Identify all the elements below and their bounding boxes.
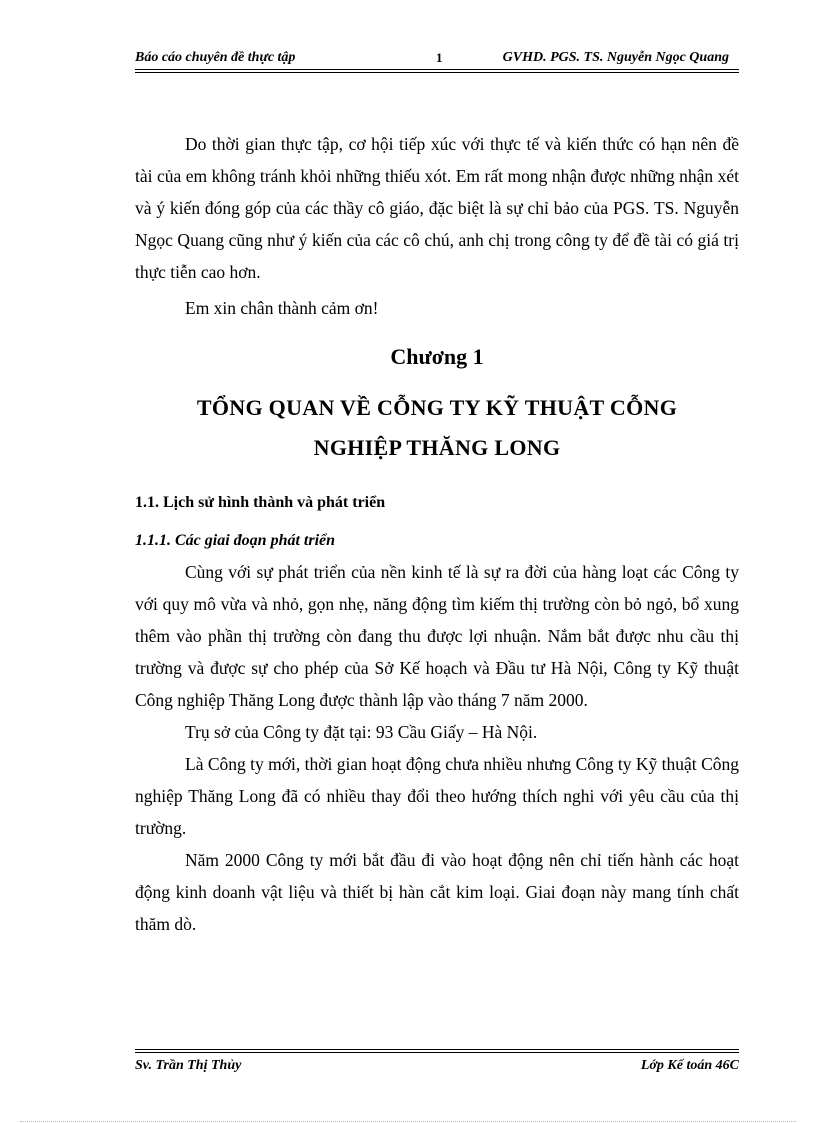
header-divider (135, 69, 739, 73)
footer-student-name: Sv. Trần Thị Thủy (135, 1058, 242, 1073)
page-footer (135, 1055, 739, 1077)
section-heading: 1.1. Lịch sử hình thành và phát triển (135, 494, 386, 511)
header-advisor: GVHD. PGS. TS. Nguyễn Ngọc Quang (502, 50, 729, 65)
page-body (135, 128, 739, 940)
footer-divider (135, 1049, 739, 1053)
page-header (135, 48, 739, 68)
thanks-line: Em xin chân thành cảm ơn! (185, 298, 379, 318)
subsection-heading: 1.1.1. Các giai đoạn phát triển (135, 532, 336, 549)
footer-class-name: Lớp Kế toán 46C (640, 1058, 739, 1073)
body-paragraph: Năm 2000 Công ty mới bắt đầu đi vào hoạt động nên chỉ tiến hành các hoạt động kinh doanh vật liệu và thiết bị hàn cắt kim loại. Giai đoạn này mang tính chất thăm dò. (135, 850, 739, 934)
chapter-title-line-1: TỔNG QUAN VỀ CỖNG TY KỸ THUẬT CỖNG (196, 395, 678, 420)
chapter-label: Chương 1 (390, 344, 484, 369)
page-number: 1 (436, 50, 443, 65)
chapter-title-line-2: NGHIỆP THĂNG LONG (313, 435, 561, 460)
header-report-title: Báo cáo chuyên đề thực tập (135, 50, 296, 65)
body-paragraph: Trụ sở của Công ty đặt tại: 93 Cầu Giấy – Hà Nội. (185, 722, 538, 742)
body-paragraph: Cùng với sự phát triển của nền kinh tế là sự ra đời của hàng loạt các Công ty với quy mô vừa và nhỏ, gọn nhẹ, năng động tìm kiếm thị trường còn bỏ ngỏ, bổ xung thêm vào phần thị trường còn đang thu được lợi nhuận. Nắm bắt được nhu cầu thị trường và được sự cho phép của Sở Kế hoạch và Đầu tư Hà Nội, Công ty Kỹ thuật Công nghiệp Thăng Long được thành lập vào tháng 7 năm 2000. (135, 562, 739, 710)
body-paragraph: Là Công ty mới, thời gian hoạt động chưa nhiều nhưng Công ty Kỹ thuật Công nghiệp Thăng Long đã có nhiều thay đổi theo hướng thích nghi với yêu cầu của thị trường. (135, 754, 739, 838)
page-bottom-dotted-line (20, 1121, 796, 1122)
intro-paragraph: Do thời gian thực tập, cơ hội tiếp xúc với thực tế và kiến thức có hạn nên đề tài của em không tránh khỏi những thiếu xót. Em rất mong nhận được những nhận xét và ý kiến đóng góp của các thầy cô giáo, đặc biệt là sự chỉ bảo của PGS. TS. Nguyễn Ngọc Quang cũng như ý kiến của các cô chú, anh chị trong công ty để đề tài có giá trị thực tiễn cao hơn. (135, 134, 739, 282)
